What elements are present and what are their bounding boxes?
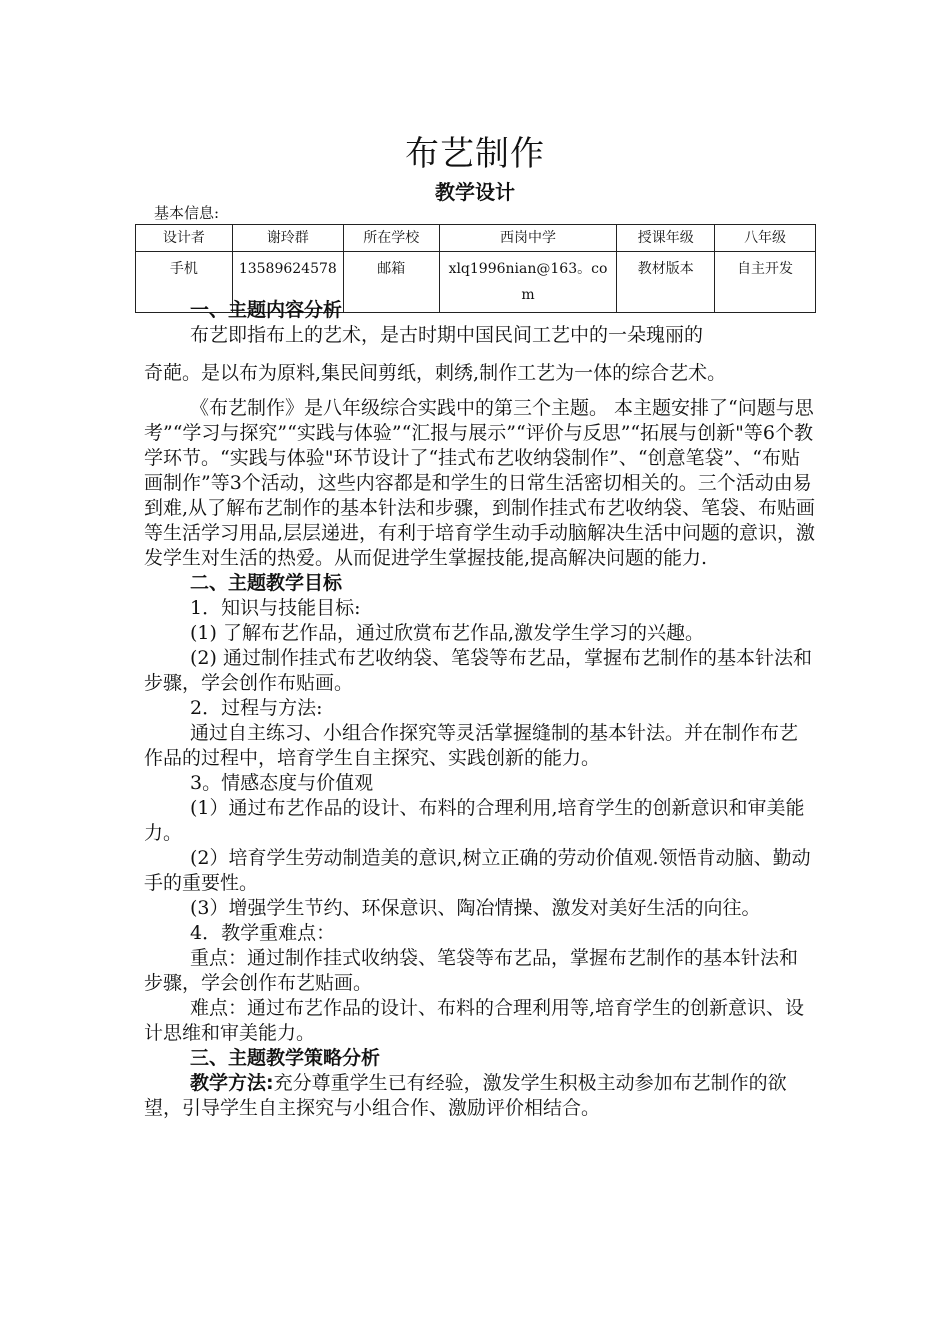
basic-info-label: 基本信息:	[154, 204, 220, 222]
table-cell: 邮箱	[343, 252, 439, 313]
paragraph: 重点：通过制作挂式收纳袋、笔袋等布艺品，掌握布艺制作的基本针法和步骤，学会创作布艺贴画。	[144, 947, 799, 994]
table-cell: 教材版本	[617, 252, 715, 313]
table-cell: 自主开发	[715, 252, 816, 313]
table-cell: 设计者	[136, 225, 233, 252]
paragraph: 难点：通过布艺作品的设计、布料的合理利用等,培育学生的创新意识、设计思维和审美能力。	[144, 997, 805, 1044]
document-title: 布艺制作	[405, 134, 545, 174]
table-cell: 13589624578	[232, 252, 343, 313]
subheading: 2．过程与方法:	[190, 697, 323, 719]
table-cell: 谢玲群	[232, 225, 343, 252]
paragraph	[144, 1071, 816, 1121]
section-heading: 三、主题教学策略分析	[190, 1047, 381, 1069]
paragraph: (3）增强学生节约、环保意识、陶冶情操、激发对美好生活的向往。	[190, 897, 761, 919]
section-heading: 一、主题内容分析	[190, 299, 343, 321]
table-cell: xlq1996nian@163。com	[439, 252, 617, 313]
paragraph: 通过自主练习、小组合作探究等灵活掌握缝制的基本针法。并在制作布艺作品的过程中，培育学生自主探究、实践创新的能力。	[144, 722, 799, 769]
paragraph: 奇葩。是以布为原料,集民间剪纸，刺绣,制作工艺为一体的综合艺术。	[144, 362, 727, 384]
table-cell: 所在学校	[343, 225, 439, 252]
paragraph: (2) 通过制作挂式布艺收纳袋、笔袋等布艺品，掌握布艺制作的基本针法和步骤，学会创作布贴画。	[144, 647, 812, 694]
table-cell: 手机	[136, 252, 233, 313]
subheading: 3。情感态度与价值观	[190, 772, 374, 794]
document-body	[144, 298, 816, 1121]
subheading: 4．教学重难点：	[190, 922, 336, 944]
table-cell: 授课年级	[617, 225, 715, 252]
section-heading: 二、主题教学目标	[190, 572, 343, 594]
paragraph: (2）培育学生劳动制造美的意识,树立正确的劳动价值观.领悟肯动脑、勤动手的重要性。	[144, 847, 811, 894]
method-label: 教学方法:	[190, 1072, 274, 1094]
paragraph: (1）通过布艺作品的设计、布料的合理利用,培育学生的创新意识和审美能力。	[144, 797, 805, 844]
paragraph: 布艺即指布上的艺术，是古时期中国民间工艺中的一朵瑰丽的	[190, 324, 704, 346]
table-cell: 八年级	[715, 225, 816, 252]
table-cell: 西岗中学	[439, 225, 617, 252]
document-subtitle: 教学设计	[435, 180, 515, 204]
method-text: 充分尊重学生已有经验，激发学生积极主动参加布艺制作的欲望，引导学生自主探究与小组合作、激励评价相结合。	[144, 1072, 787, 1119]
subheading: 1．知识与技能目标:	[190, 597, 361, 619]
paragraph: (1) 了解布艺作品，通过欣赏布艺作品,激发学生学习的兴趣。	[190, 622, 704, 644]
table-row	[136, 225, 816, 252]
paragraph: 《布艺制作》是八年级综合实践中的第三个主题。 本主题安排了“问题与思考”“学习与探究”“实践与体验”“汇报与展示”“评价与反思”“拓展与创新"等6个教学环节。“实践与体验"环节设计了“挂式布艺收纳袋制作”、“创意笔袋”、“布贴画制作”等3个活动，这些内容都是和学生的日常生活密切相关的。三个活动由易到难,从了解布艺制作的基本针法和步骤，到制作挂式布艺收纳袋、笔袋、布贴画等生活学习用品,层层递进，有利于培育学生动手动脑解决生活中问题的意识，激发学生对生活的热爱。从而促进学生掌握技能,提高解决问题的能力.	[144, 397, 816, 569]
